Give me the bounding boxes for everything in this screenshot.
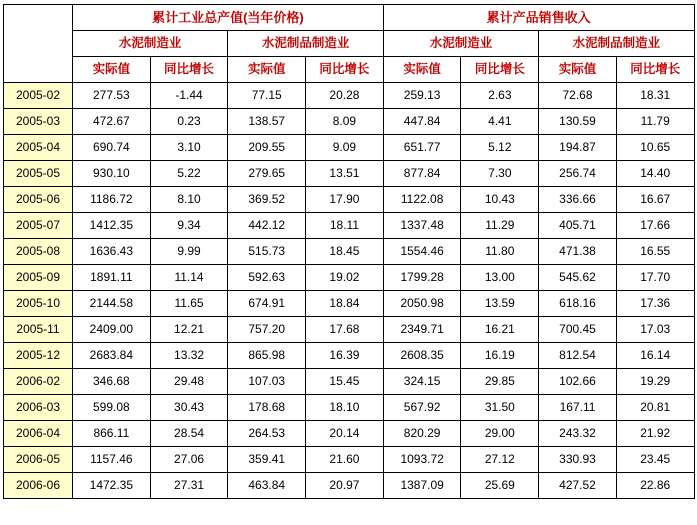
data-cell: 9.34 [150, 213, 228, 239]
data-cell: 13.51 [306, 161, 384, 187]
data-cell: 11.79 [616, 109, 694, 135]
row-date-cell: 2005-05 [4, 161, 73, 187]
data-cell: 463.84 [228, 473, 306, 499]
data-cell: 1337.48 [383, 213, 461, 239]
column-header-growth-3: 同比增长 [461, 57, 539, 83]
column-subgroup-cement-manufacturing-2: 水泥制造业 [383, 31, 538, 57]
data-cell: 17.70 [616, 265, 694, 291]
header-row-subgroups [4, 31, 695, 57]
data-cell: 17.03 [616, 317, 694, 343]
table-row [4, 291, 695, 317]
row-date-cell: 2006-02 [4, 369, 73, 395]
table-row [4, 473, 695, 499]
table-body [4, 83, 695, 499]
data-cell: 19.02 [306, 265, 384, 291]
row-date-cell: 2005-09 [4, 265, 73, 291]
data-cell: 690.74 [73, 135, 151, 161]
data-cell: 442.12 [228, 213, 306, 239]
data-cell: 16.19 [461, 343, 539, 369]
data-cell: 8.10 [150, 187, 228, 213]
data-cell: 700.45 [539, 317, 617, 343]
table-row [4, 239, 695, 265]
table-row [4, 369, 695, 395]
data-cell: 757.20 [228, 317, 306, 343]
data-cell: 866.11 [73, 421, 151, 447]
data-cell: 1472.35 [73, 473, 151, 499]
data-cell: 167.11 [539, 395, 617, 421]
data-cell: 7.30 [461, 161, 539, 187]
data-cell: 3.10 [150, 135, 228, 161]
table-row [4, 213, 695, 239]
data-cell: 31.50 [461, 395, 539, 421]
data-cell: 1412.35 [73, 213, 151, 239]
data-cell: 1554.46 [383, 239, 461, 265]
data-cell: 10.43 [461, 187, 539, 213]
data-cell: 209.55 [228, 135, 306, 161]
data-cell: 1093.72 [383, 447, 461, 473]
row-date-cell: 2005-04 [4, 135, 73, 161]
data-cell: 930.10 [73, 161, 151, 187]
data-cell: -1.44 [150, 83, 228, 109]
data-cell: 11.80 [461, 239, 539, 265]
data-cell: 13.00 [461, 265, 539, 291]
data-cell: 599.08 [73, 395, 151, 421]
data-cell: 178.68 [228, 395, 306, 421]
row-date-cell: 2006-04 [4, 421, 73, 447]
data-cell: 194.87 [539, 135, 617, 161]
data-cell: 27.31 [150, 473, 228, 499]
data-cell: 336.66 [539, 187, 617, 213]
data-cell: 2683.84 [73, 343, 151, 369]
table-row [4, 161, 695, 187]
data-cell: 279.65 [228, 161, 306, 187]
data-cell: 567.92 [383, 395, 461, 421]
column-header-actual-2: 实际值 [228, 57, 306, 83]
table-corner-cell [4, 5, 73, 83]
data-cell: 324.15 [383, 369, 461, 395]
data-cell: 102.66 [539, 369, 617, 395]
data-cell: 427.52 [539, 473, 617, 499]
table-row [4, 447, 695, 473]
data-cell: 19.29 [616, 369, 694, 395]
column-subgroup-cement-products-2: 水泥制品制造业 [539, 31, 694, 57]
data-cell: 21.92 [616, 421, 694, 447]
row-date-cell: 2005-08 [4, 239, 73, 265]
row-date-cell: 2006-05 [4, 447, 73, 473]
data-cell: 259.13 [383, 83, 461, 109]
data-cell: 2.63 [461, 83, 539, 109]
table-row [4, 317, 695, 343]
data-cell: 16.67 [616, 187, 694, 213]
data-cell: 18.84 [306, 291, 384, 317]
data-cell: 11.65 [150, 291, 228, 317]
data-cell: 2409.00 [73, 317, 151, 343]
data-cell: 618.16 [539, 291, 617, 317]
column-header-growth-4: 同比增长 [616, 57, 694, 83]
column-group-industrial-output: 累计工业总产值(当年价格) [73, 5, 384, 31]
data-cell: 11.29 [461, 213, 539, 239]
data-cell: 16.39 [306, 343, 384, 369]
row-date-cell: 2005-06 [4, 187, 73, 213]
table-row [4, 135, 695, 161]
data-cell: 359.41 [228, 447, 306, 473]
data-cell: 1122.08 [383, 187, 461, 213]
data-cell: 545.62 [539, 265, 617, 291]
table-row [4, 265, 695, 291]
data-cell: 1891.11 [73, 265, 151, 291]
data-cell: 107.03 [228, 369, 306, 395]
table-row [4, 343, 695, 369]
data-cell: 130.59 [539, 109, 617, 135]
data-cell: 4.41 [461, 109, 539, 135]
data-cell: 2608.35 [383, 343, 461, 369]
data-cell: 27.06 [150, 447, 228, 473]
column-header-growth-1: 同比增长 [150, 57, 228, 83]
data-cell: 369.52 [228, 187, 306, 213]
row-date-cell: 2005-12 [4, 343, 73, 369]
data-cell: 256.74 [539, 161, 617, 187]
data-cell: 674.91 [228, 291, 306, 317]
data-cell: 18.10 [306, 395, 384, 421]
data-cell: 330.93 [539, 447, 617, 473]
data-cell: 18.11 [306, 213, 384, 239]
data-cell: 29.00 [461, 421, 539, 447]
data-cell: 29.48 [150, 369, 228, 395]
data-cell: 9.99 [150, 239, 228, 265]
data-cell: 17.66 [616, 213, 694, 239]
column-header-actual-4: 实际值 [539, 57, 617, 83]
data-cell: 16.55 [616, 239, 694, 265]
column-group-sales-revenue: 累计产品销售收入 [383, 5, 694, 31]
data-cell: 243.32 [539, 421, 617, 447]
row-date-cell: 2005-02 [4, 83, 73, 109]
row-date-cell: 2005-07 [4, 213, 73, 239]
data-cell: 515.73 [228, 239, 306, 265]
data-cell: 2050.98 [383, 291, 461, 317]
row-date-cell: 2005-11 [4, 317, 73, 343]
data-cell: 25.69 [461, 473, 539, 499]
table-row [4, 187, 695, 213]
data-cell: 15.45 [306, 369, 384, 395]
data-cell: 651.77 [383, 135, 461, 161]
data-cell: 16.14 [616, 343, 694, 369]
data-cell: 27.12 [461, 447, 539, 473]
data-cell: 13.32 [150, 343, 228, 369]
data-cell: 865.98 [228, 343, 306, 369]
data-cell: 20.97 [306, 473, 384, 499]
data-cell: 77.15 [228, 83, 306, 109]
header-row-groups [4, 5, 695, 31]
data-cell: 10.65 [616, 135, 694, 161]
data-cell: 28.54 [150, 421, 228, 447]
data-cell: 72.68 [539, 83, 617, 109]
data-cell: 346.68 [73, 369, 151, 395]
data-cell: 405.71 [539, 213, 617, 239]
data-cell: 11.14 [150, 265, 228, 291]
data-cell: 2349.71 [383, 317, 461, 343]
data-cell: 877.84 [383, 161, 461, 187]
data-cell: 1387.09 [383, 473, 461, 499]
data-cell: 264.53 [228, 421, 306, 447]
data-cell: 471.38 [539, 239, 617, 265]
header-row-leaf [4, 57, 695, 83]
data-cell: 277.53 [73, 83, 151, 109]
table-row [4, 395, 695, 421]
data-cell: 17.36 [616, 291, 694, 317]
data-cell: 592.63 [228, 265, 306, 291]
data-cell: 1186.72 [73, 187, 151, 213]
data-cell: 1799.28 [383, 265, 461, 291]
data-cell: 20.28 [306, 83, 384, 109]
data-cell: 12.21 [150, 317, 228, 343]
data-cell: 17.90 [306, 187, 384, 213]
table-row [4, 109, 695, 135]
data-cell: 2144.58 [73, 291, 151, 317]
table-header [4, 5, 695, 83]
data-cell: 1157.46 [73, 447, 151, 473]
data-cell: 1636.43 [73, 239, 151, 265]
data-cell: 23.45 [616, 447, 694, 473]
data-cell: 14.40 [616, 161, 694, 187]
statistics-table [3, 4, 695, 499]
data-cell: 472.67 [73, 109, 151, 135]
data-cell: 5.12 [461, 135, 539, 161]
data-cell: 812.54 [539, 343, 617, 369]
data-cell: 21.60 [306, 447, 384, 473]
data-cell: 9.09 [306, 135, 384, 161]
column-header-actual-1: 实际值 [73, 57, 151, 83]
column-header-growth-2: 同比增长 [306, 57, 384, 83]
data-cell: 138.57 [228, 109, 306, 135]
row-date-cell: 2006-03 [4, 395, 73, 421]
data-cell: 17.68 [306, 317, 384, 343]
data-cell: 0.23 [150, 109, 228, 135]
table-row [4, 421, 695, 447]
data-cell: 18.31 [616, 83, 694, 109]
row-date-cell: 2005-10 [4, 291, 73, 317]
data-cell: 16.21 [461, 317, 539, 343]
data-cell: 20.81 [616, 395, 694, 421]
data-cell: 18.45 [306, 239, 384, 265]
data-cell: 13.59 [461, 291, 539, 317]
data-cell: 8.09 [306, 109, 384, 135]
column-header-actual-3: 实际值 [383, 57, 461, 83]
data-cell: 5.22 [150, 161, 228, 187]
column-subgroup-cement-products-1: 水泥制品制造业 [228, 31, 383, 57]
data-cell: 30.43 [150, 395, 228, 421]
row-date-cell: 2005-03 [4, 109, 73, 135]
data-cell: 29.85 [461, 369, 539, 395]
data-cell: 20.14 [306, 421, 384, 447]
table-row [4, 83, 695, 109]
row-date-cell: 2006-06 [4, 473, 73, 499]
data-cell: 820.29 [383, 421, 461, 447]
data-cell: 22.86 [616, 473, 694, 499]
column-subgroup-cement-manufacturing-1: 水泥制造业 [73, 31, 228, 57]
data-cell: 447.84 [383, 109, 461, 135]
